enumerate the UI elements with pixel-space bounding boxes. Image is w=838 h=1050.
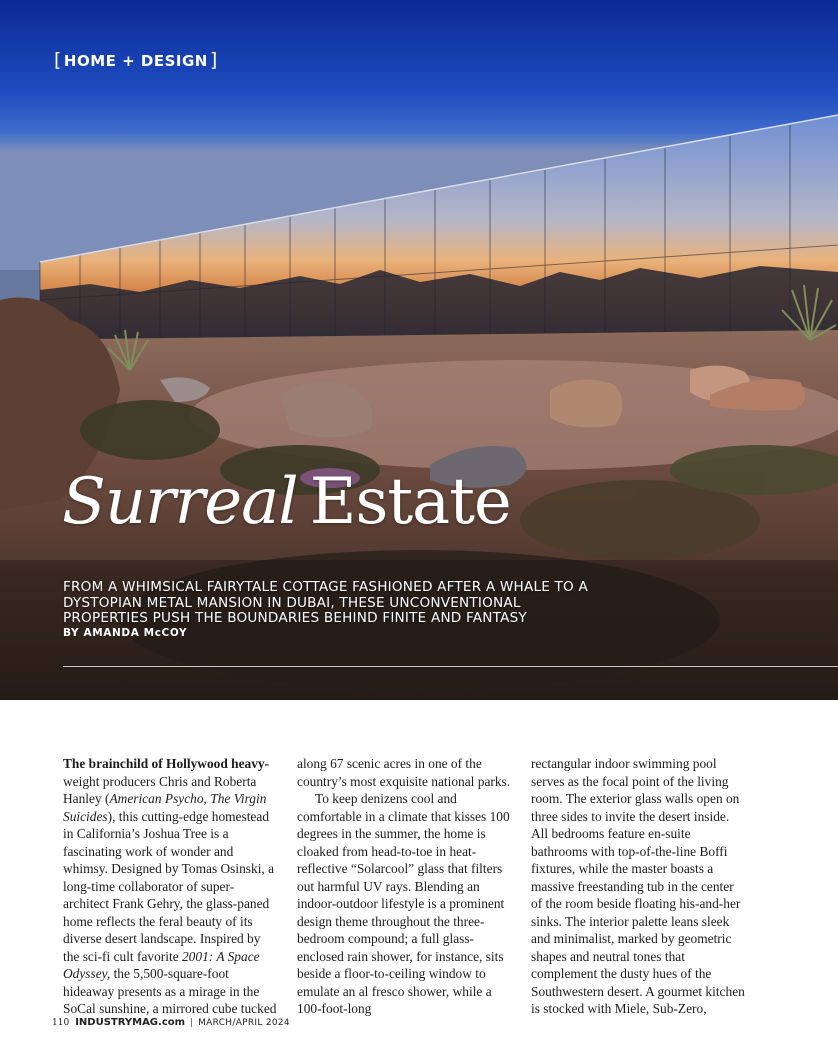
- text-run: ), this cutting-edge homestead in California’s Joshua Tree is a fascinating work of wonder and whimsy. Designed by Tomas Osinski, a long-time collaborator of super-architect Frank Gehry, the glass-paned home reflects the feral beauty of its diverse desert landscape. Inspired by the sci-fi cult favorite: [63, 808, 275, 964]
- article-paragraph: rectangular indoor swimming pool serves as the focal point of the living room. The exterior glass walls open on three sides to invite the desert inside. All bedrooms feature en-suite bathrooms with top-of-the-line Boffi fixtures, while the master boasts a massive freestanding tub in the center of the room beside floating his-and-her sinks. The interior palette leans sleek and minimalist, marked by geometric shapes and neutral tones that complement the dusty hues of the Southwestern desert. A gourmet kitchen is stocked with Miele, Sub-Zero,: [531, 756, 745, 1016]
- footer-separator: |: [190, 1017, 194, 1028]
- film-title: 2001: A Space Odyssey,: [63, 948, 260, 981]
- text-run: weight producers Chris and Roberta Hanley (: [63, 773, 257, 806]
- text-run: the 5,500-square-foot hideaway presents as a mirage in the SoCal sunshine, a mirrored cube tucked: [63, 966, 277, 1016]
- page-number: 110: [52, 1017, 70, 1028]
- headline-roman: Estate: [309, 465, 511, 539]
- site-name: INDUSTRYMAG.com: [75, 1017, 186, 1028]
- article-paragraph: along 67 scenic acres in one of the country’s most exquisite national parks.: [297, 756, 511, 789]
- deck-subtitle: FROM A WHIMSICAL FAIRYTALE COTTAGE FASHIONED AFTER A WHALE TO A DYSTOPIAN METAL MANSION IN DUBAI, THESE UNCONVENTIONAL PROPERTIES PUSH THE BOUNDARIES BEHIND FINITE AND FANTASY: [63, 579, 588, 626]
- bracket-right: ]: [209, 49, 218, 71]
- headline: [62, 465, 511, 539]
- section-tag: [52, 50, 220, 72]
- headline-italic: Surreal: [62, 465, 298, 539]
- page-footer: [52, 1017, 290, 1028]
- film-titles: American Psycho, The Virgin Suicides: [63, 791, 267, 824]
- byline: BY AMANDA McCOY: [63, 627, 188, 639]
- divider-rule: [63, 666, 838, 667]
- article-paragraph: [63, 755, 279, 1018]
- section-tag-text: HOME + DESIGN: [63, 52, 208, 70]
- bracket-left: [: [54, 49, 62, 71]
- article-column-1: [63, 755, 279, 1018]
- article-column-3: [531, 755, 747, 1018]
- article-column-2: [297, 755, 513, 1018]
- issue-date: MARCH/APRIL 2024: [198, 1017, 290, 1028]
- article-paragraph: To keep denizens cool and comfortable in a climate that kisses 100 degrees in the summer, the home is cloaked from head-to-toe in heat-reflective “Solarcool” glass that filters out harmful UV rays. Blending an indoor-outdoor lifestyle is a prominent design theme throughout the three-bedroom compound; a full glass-enclosed rain shower, for instance, sits beside a floor-to-ceiling window to emulate an al fresco shower, while a 100-foot-long: [297, 791, 510, 1016]
- lead-in: The brainchild of Hollywood heavy-: [63, 756, 270, 771]
